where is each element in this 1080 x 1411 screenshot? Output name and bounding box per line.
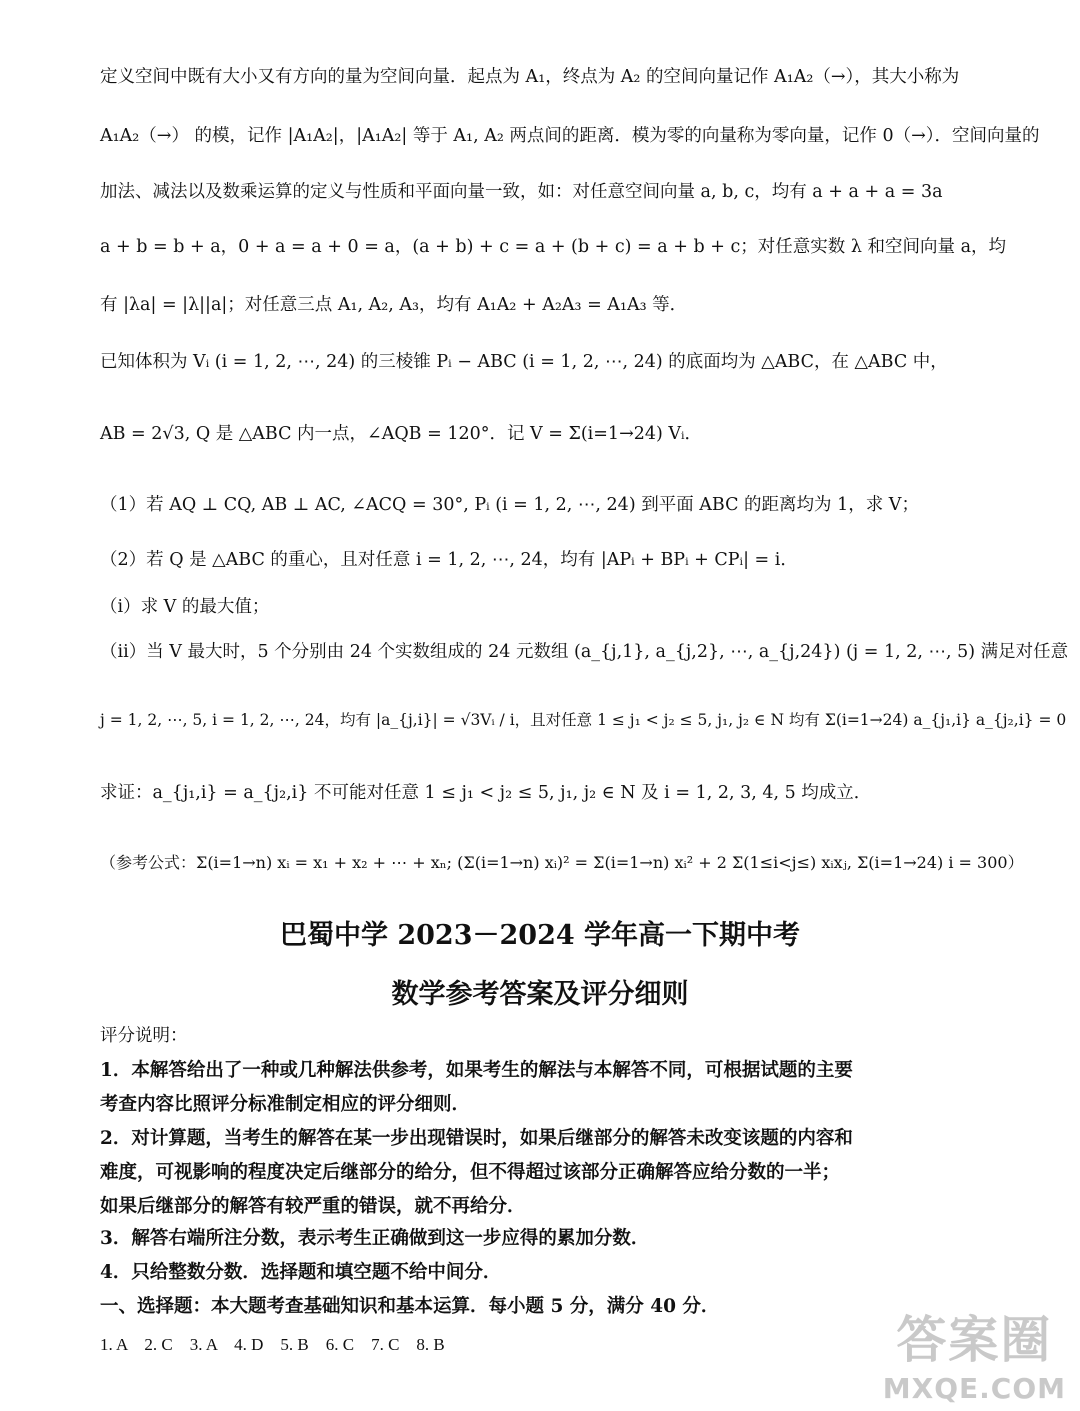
rule-line-4: 难度，可视影响的程度决定后继部分的给分，但不得超过该部分正确解答应给分数的一半； bbox=[100, 1162, 841, 1183]
question-2-ii-text: （ii）当 V 最大时，5 个分别由 24 个实数组成的 24 元数组 (a_{j,1}, a_{j,2}, ⋯, a_{j,24}) (j = 1, 2, ⋯, 5) 满足对任意 bbox=[100, 642, 1069, 662]
watermark-logo bbox=[883, 1300, 1066, 1405]
section-1-heading: 一、选择题：本大题考查基础知识和基本运算．每小题 5 分，满分 40 分． bbox=[100, 1296, 720, 1317]
rule-line-6: 3．解答右端所注分数，表示考生正确做到这一步应得的累加分数． bbox=[100, 1228, 650, 1249]
text-line-1 bbox=[100, 63, 980, 88]
line-4-text: a + b = b + a，0 + a = a + 0 = a，(a + b) + c = a + (b + c) = a + b + c；对任意实数 λ 和空间向量 a，均 bbox=[100, 237, 1006, 257]
line-3-text: 加法、减法以及数乘运算的定义与性质和平面向量一致，如：对任意空间向量 a, b, c，均有 a + a + a = 3a bbox=[100, 182, 943, 202]
rule-line-5: 如果后继部分的解答有较严重的错误，就不再给分． bbox=[100, 1196, 526, 1217]
question-1 bbox=[100, 491, 980, 516]
watermark-top: 答案圈 bbox=[896, 1311, 1053, 1369]
line-5-text: 有 |λa| = |λ||a|；对任意三点 A₁, A₂, A₃，均有 A₁A₂ + A₂A₃ = A₁A₃ 等． bbox=[100, 295, 688, 315]
rule-line-2: 考查内容比照评分标准制定相应的评分细则． bbox=[100, 1094, 471, 1115]
line-2-text: A₁A₂（→） 的模，记作 |A₁A₂|，|A₁A₂| 等于 A₁, A₂ 两点间的距离．模为零的向量称为零向量，记作 0（→）．空间向量的 bbox=[100, 126, 1040, 146]
text-line-5 bbox=[100, 291, 980, 316]
question-2-ii bbox=[100, 638, 1069, 663]
proof-statement-text: 求证：a_{j₁,i} = a_{j₂,i} 不可能对任意 1 ≤ j₁ < j₂ ≤ 5, j₁, j₂ ∈ N 及 i = 1, 2, 3, 4, 5 均成立． bbox=[100, 783, 872, 803]
rule-line-1: 1．本解答给出了一种或几种解法供参考，如果考生的解法与本解答不同，可根据试题的主要 bbox=[100, 1060, 853, 1081]
proof-statement bbox=[100, 779, 980, 804]
text-line-6 bbox=[100, 348, 980, 373]
line-6-text: 已知体积为 Vᵢ (i = 1, 2, ⋯, 24) 的三棱锥 Pᵢ − ABC (i = 1, 2, ⋯, 24) 的底面均为 △ABC，在 △ABC 中， bbox=[100, 352, 948, 372]
answer-title: 巴蜀中学 2023－2024 学年高一下期中考 bbox=[279, 920, 801, 951]
line-7-text: AB = 2√3, Q 是 △ABC 内一点，∠AQB = 120°．记 V = Σ(i=1→24) Vᵢ． bbox=[100, 424, 703, 444]
line-1-text: 定义空间中既有大小又有方向的量为空间向量．起点为 A₁，终点为 A₂ 的空间向量记作 A₁A₂（→），其大小称为 bbox=[100, 67, 960, 87]
question-2-i-text: （i）求 V 的最大值； bbox=[100, 597, 270, 617]
text-line-7 bbox=[100, 420, 980, 445]
watermark-bottom: MXQE.COM bbox=[882, 1372, 1066, 1405]
reference-formula bbox=[100, 850, 1024, 873]
reference-formula-text: （参考公式：Σ(i=1→n) xᵢ = x₁ + x₂ + ⋯ + xₙ; (Σ(i=1→n) xᵢ)² = Σ(i=1→n) xᵢ² + 2 Σ(1≤i<j≤) xᵢxⱼ, Σ(i=1→24) i = 300） bbox=[100, 853, 1024, 872]
text-line-2 bbox=[100, 122, 1040, 147]
question-2-ii-cont-text: j = 1, 2, ⋯, 5, i = 1, 2, ⋯, 24，均有 |a_{j,i}| = √3Vᵢ / i，且对任意 1 ≤ j₁ < j₂ ≤ 5, j₁, j₂ ∈ N 均有 Σ(i=1→24) a_{j₁,i} a_{j₂,i} = 0 bbox=[100, 711, 1067, 729]
question-2 bbox=[100, 546, 980, 571]
choice-answers: 1. A 2. C 3. A 4. D 5. B 6. C 7. C 8. B bbox=[100, 1335, 445, 1354]
text-line-3 bbox=[100, 178, 980, 203]
rule-line-3: 2．对计算题，当考生的解答在某一步出现错误时，如果后继部分的解答未改变该题的内容和 bbox=[100, 1128, 853, 1149]
scoring-header: 评分说明： bbox=[100, 1026, 188, 1046]
text-line-4 bbox=[100, 233, 1006, 258]
question-1-text: （1）若 AQ ⊥ CQ, AB ⊥ AC, ∠ACQ = 30°, Pᵢ (i = 1, 2, ⋯, 24) 到平面 ABC 的距离均为 1，求 V； bbox=[100, 495, 919, 515]
rule-line-7: 4．只给整数分数．选择题和填空题不给中间分． bbox=[100, 1262, 502, 1283]
answer-subtitle: 数学参考答案及评分细则 bbox=[391, 979, 689, 1010]
question-2-i bbox=[100, 593, 980, 618]
question-2-text: （2）若 Q 是 △ABC 的重心，且对任意 i = 1, 2, ⋯, 24，均有 |APᵢ + BPᵢ + CPᵢ| = i． bbox=[100, 550, 798, 570]
question-2-ii-cont bbox=[100, 708, 1067, 730]
